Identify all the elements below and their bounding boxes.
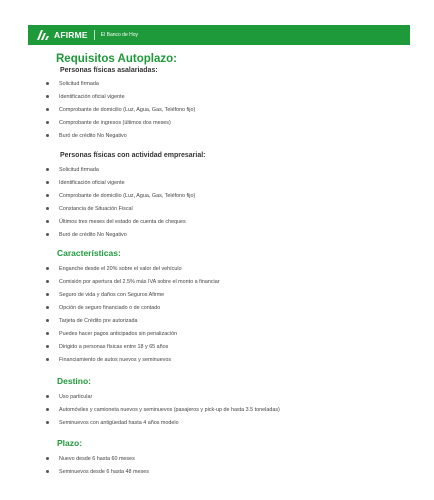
list-item xyxy=(46,205,133,213)
list-item xyxy=(46,393,93,401)
brand-name: AFIRME xyxy=(54,30,88,40)
list-item-text: Uso particular xyxy=(59,394,93,400)
list-item-text: Nuevo desde 6 hasta 60 meses xyxy=(59,456,135,462)
list-item-text: Comprobante de domicilio (Luz, Agua, Gas, Teléfono fijo) xyxy=(59,107,196,113)
list-item-text: Automóviles y camioneta nuevos y seminuevos (pasajeros y pick-up de hasta 3.5 toneladas) xyxy=(59,407,280,413)
list-item-text: Seminuevos con antigüedad hasta 4 años modelo xyxy=(59,420,179,426)
bullet-icon xyxy=(46,168,49,171)
bullet-icon xyxy=(46,267,49,270)
list-item-text: Seguro de vida y daños con Seguros Afirme xyxy=(59,292,165,298)
list-item-text: Solicitud firmada xyxy=(59,81,99,87)
list-item xyxy=(46,304,161,312)
list-item-text: Dirigido a personas físicas entre 18 y 65 años xyxy=(59,344,169,350)
bullet-icon xyxy=(46,470,49,473)
list-item-text: Comisión por apertura del 2.5% más IVA sobre el monto a financiar xyxy=(59,279,220,285)
list-item-text: Financiamiento de autos nuevos y seminuevos xyxy=(59,357,172,363)
bullet-icon xyxy=(46,319,49,322)
bullet-icon xyxy=(46,408,49,411)
list-item xyxy=(46,265,182,273)
list-item-text: Identificación oficial vigente xyxy=(59,180,125,186)
bullet-icon xyxy=(46,395,49,398)
list-item-text: Puedes hacer pagos anticipados sin penalización xyxy=(59,331,178,337)
list-item-text: Opción de seguro financiado o de contado xyxy=(59,305,161,311)
brand-slogan: El Banco de Hoy xyxy=(100,32,139,38)
list-item xyxy=(46,419,179,427)
list-item-text: Comprobante de ingresos (últimos dos meses) xyxy=(59,120,171,126)
list-item-text: Seminuevos desde 6 hasta 48 meses xyxy=(59,469,149,475)
bullet-icon xyxy=(46,280,49,283)
list-item xyxy=(46,192,196,200)
list-item xyxy=(46,106,196,114)
list-item xyxy=(46,132,127,140)
list-item-text: Buró de crédito No Negativo xyxy=(59,232,127,238)
bullet-icon xyxy=(46,134,49,137)
list-item xyxy=(46,278,220,286)
list-item-text: Comprobante de domicilio (Luz, Agua, Gas, Teléfono fijo) xyxy=(59,193,196,199)
bullet-icon xyxy=(46,332,49,335)
brand-header-bar xyxy=(28,25,410,45)
list-item xyxy=(46,218,186,226)
bullet-icon xyxy=(46,207,49,210)
list-item xyxy=(46,80,99,88)
bullet-icon xyxy=(46,181,49,184)
list-item xyxy=(46,291,165,299)
bullet-icon xyxy=(46,95,49,98)
group-heading-salaried: Personas físicas asalariadas: xyxy=(60,67,158,74)
list-item-text: Solicitud firmada xyxy=(59,167,99,173)
afirme-logo[interactable] xyxy=(37,30,88,40)
list-item-text: Buró de crédito No Negativo xyxy=(59,133,127,139)
bullet-icon xyxy=(46,82,49,85)
bullet-icon xyxy=(46,306,49,309)
list-item-text: Identificación oficial vigente xyxy=(59,94,125,100)
list-item xyxy=(46,119,171,127)
list-item xyxy=(46,330,178,338)
bullet-icon xyxy=(46,421,49,424)
list-item xyxy=(46,231,127,239)
list-item xyxy=(46,317,138,325)
bullet-icon xyxy=(46,457,49,460)
bullet-icon xyxy=(46,220,49,223)
list-item-text: Constancia de Situación Fiscal xyxy=(59,206,133,212)
list-item xyxy=(46,468,149,476)
bullet-icon xyxy=(46,233,49,236)
list-item xyxy=(46,93,125,101)
bullet-icon xyxy=(46,358,49,361)
section-title-plazo: Plazo: xyxy=(57,438,83,448)
list-item xyxy=(46,343,169,351)
list-item xyxy=(46,455,135,463)
list-item xyxy=(46,356,172,364)
logo-divider xyxy=(94,30,95,40)
bullet-icon xyxy=(46,121,49,124)
afirme-logo-icon xyxy=(37,30,51,40)
group-heading-business: Personas físicas con actividad empresarial: xyxy=(60,152,206,159)
list-item xyxy=(46,406,280,414)
bullet-icon xyxy=(46,293,49,296)
bullet-icon xyxy=(46,194,49,197)
bullet-icon xyxy=(46,345,49,348)
section-title-caracteristicas: Características: xyxy=(57,248,121,258)
page-title: Requisitos Autoplazo: xyxy=(56,53,177,65)
list-item-text: Tarjeta de Crédito pre autorizada xyxy=(59,318,138,324)
list-item xyxy=(46,179,125,187)
section-title-destino: Destino: xyxy=(57,376,91,386)
list-item-text: Últimos tres meses del estado de cuenta de cheques xyxy=(59,219,186,225)
list-item-text: Enganche desde el 20% sobre el valor del vehículo xyxy=(59,266,182,272)
list-item xyxy=(46,166,99,174)
bullet-icon xyxy=(46,108,49,111)
